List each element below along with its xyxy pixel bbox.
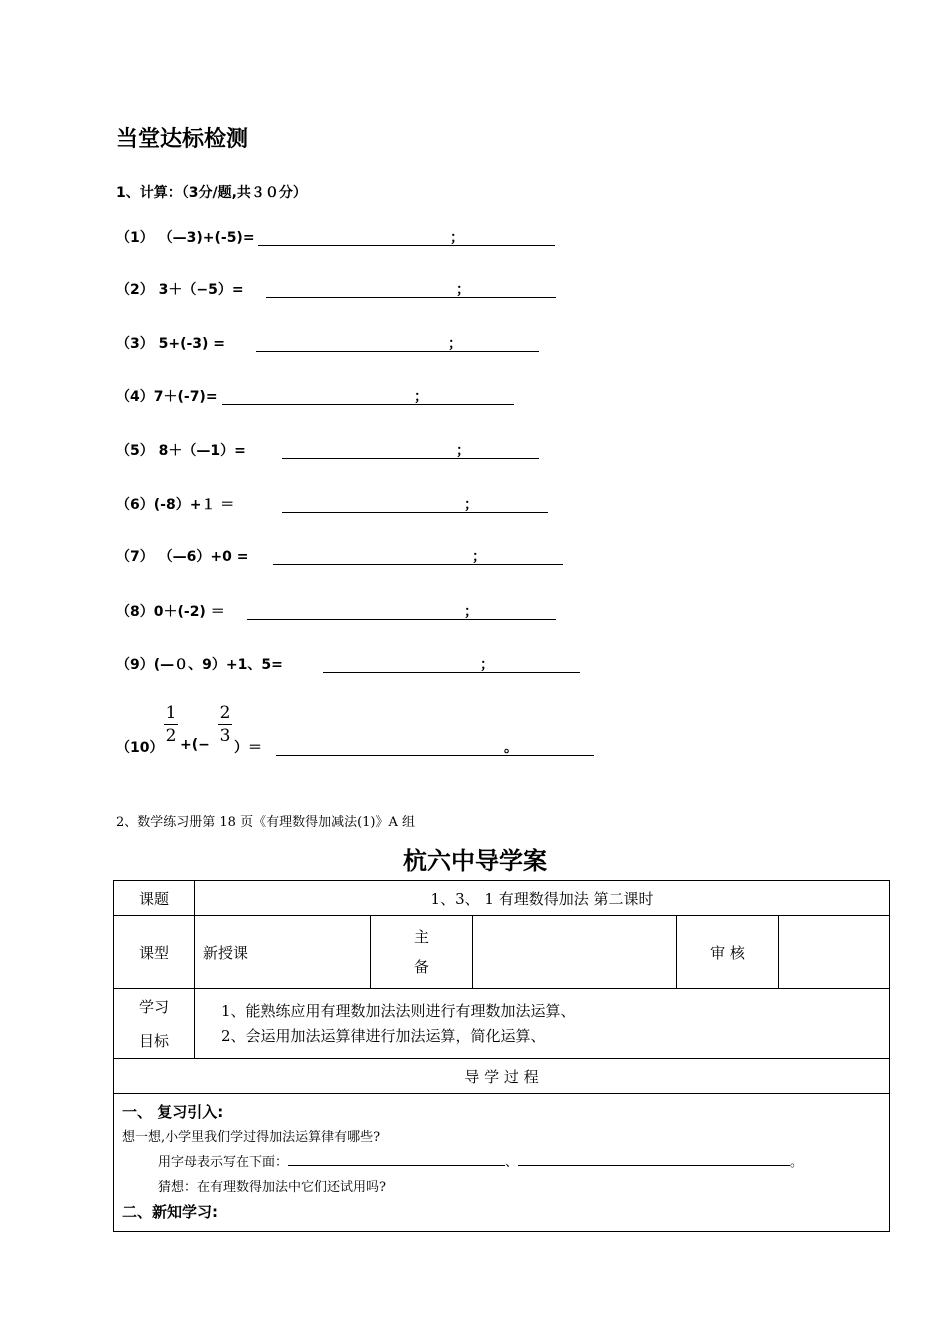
answer-blank[interactable] [518, 1151, 790, 1166]
answer-blank[interactable] [273, 564, 563, 565]
exercise-label: （6）(-8）+１ ＝ [116, 497, 235, 513]
exercise-item-4 [116, 386, 436, 410]
exercise-end: ； [464, 604, 478, 620]
letters-prompt: 用字母表示写在下面： [158, 1155, 289, 1170]
exercise-item-9 [116, 654, 496, 678]
exercise-item-8 [116, 601, 486, 625]
fraction-two-thirds: 2 3 [219, 703, 231, 746]
answer-blank[interactable] [247, 619, 556, 620]
review-label: 审 核 [677, 916, 779, 989]
main-prep-label: 主 备 [371, 916, 473, 989]
main-prep-value[interactable] [473, 916, 677, 989]
answer-blank[interactable] [288, 1151, 505, 1166]
type-label: 课型 [114, 916, 195, 989]
exercise-label: （7） （—6）+0 = [116, 549, 249, 565]
answer-blank[interactable] [256, 351, 539, 352]
exercise-end: ； [472, 549, 486, 565]
exercise-label: （1） （—3)+(-5)= [116, 230, 255, 246]
answer-blank[interactable] [276, 755, 594, 756]
fraction-one-half: 1 2 [165, 703, 177, 746]
exercise-item-5 [116, 440, 476, 464]
type-value: 新授课 [195, 916, 371, 989]
exercise-label: （8）0＋(-2) ＝ [116, 604, 225, 620]
exercise-label: （5） 8＋（—1）= [116, 443, 246, 459]
exercise-end: ； [480, 657, 494, 673]
exercise-item-1 [116, 227, 466, 251]
exercise-end: 。 [504, 740, 518, 756]
answer-blank[interactable] [282, 458, 539, 459]
letters-line: 用字母表示写在下面： 、 。 [122, 1150, 881, 1175]
exercise-suffix: ）＝ [234, 740, 262, 756]
exercise-end: ； [448, 336, 462, 352]
exercise-end: ； [456, 282, 470, 298]
exercise-item-6 [116, 494, 486, 518]
exercise-label: （3） 5+(-3) = [116, 336, 226, 352]
question-2-text: 2、数学练习册第 18 页《有理数得加减法(1)》A 组 [116, 815, 416, 830]
goals-content [195, 989, 890, 1059]
answer-blank[interactable] [258, 245, 555, 246]
section-2-title: 二、新知学习: [122, 1203, 218, 1221]
answer-blank[interactable] [266, 297, 556, 298]
document-title: 杭六中导学案 [403, 846, 547, 875]
review-value[interactable] [779, 916, 890, 989]
exercise-middle: +(− [180, 737, 210, 753]
goal-item: 2、会运用加法运算律进行加法运算，简化运算、 [221, 1026, 546, 1045]
review-question: 想一想,小学里我们学过得加法运算律有哪些? [122, 1130, 381, 1145]
section-1-title: 一、 复习引入: [122, 1103, 224, 1121]
exercise-end: ； [456, 443, 470, 459]
process-header: 导 学 过 程 [114, 1059, 890, 1094]
exercise-item-2 [116, 279, 476, 303]
exercise-item-10 [116, 700, 536, 760]
topic-label: 课题 [114, 881, 195, 916]
exercise-item-3 [116, 333, 466, 357]
question-1-heading: 1、计算：（3分/题,共３０分） [116, 185, 307, 201]
exercise-label: （10） [116, 740, 164, 756]
exercise-label: （2） 3＋（−5）= [116, 282, 244, 298]
exercise-item-7 [116, 546, 486, 570]
exercise-end: ； [464, 497, 478, 513]
topic-value: 1、3、 1 有理数得加法 第二课时 [195, 881, 890, 916]
answer-blank[interactable] [323, 672, 580, 673]
answer-blank[interactable] [222, 404, 514, 405]
goals-label: 学习 目标 [114, 989, 195, 1059]
process-content [114, 1094, 890, 1232]
answer-blank[interactable] [282, 512, 548, 513]
exercise-label: （4）7＋(-7)= [116, 389, 218, 405]
page-title: 当堂达标检测 [116, 126, 249, 152]
goal-item: 1、能熟练应用有理数加法法则进行有理数加法运算、 [221, 1001, 576, 1020]
conjecture-line: 猜想：在有理数得加法中它们还试用吗? [158, 1180, 386, 1195]
exercise-label: （9）(—０、9）+1、5= [116, 657, 283, 673]
exercise-end: ； [450, 230, 464, 246]
lesson-plan-table [113, 880, 890, 1232]
exercise-end: ； [414, 389, 428, 405]
